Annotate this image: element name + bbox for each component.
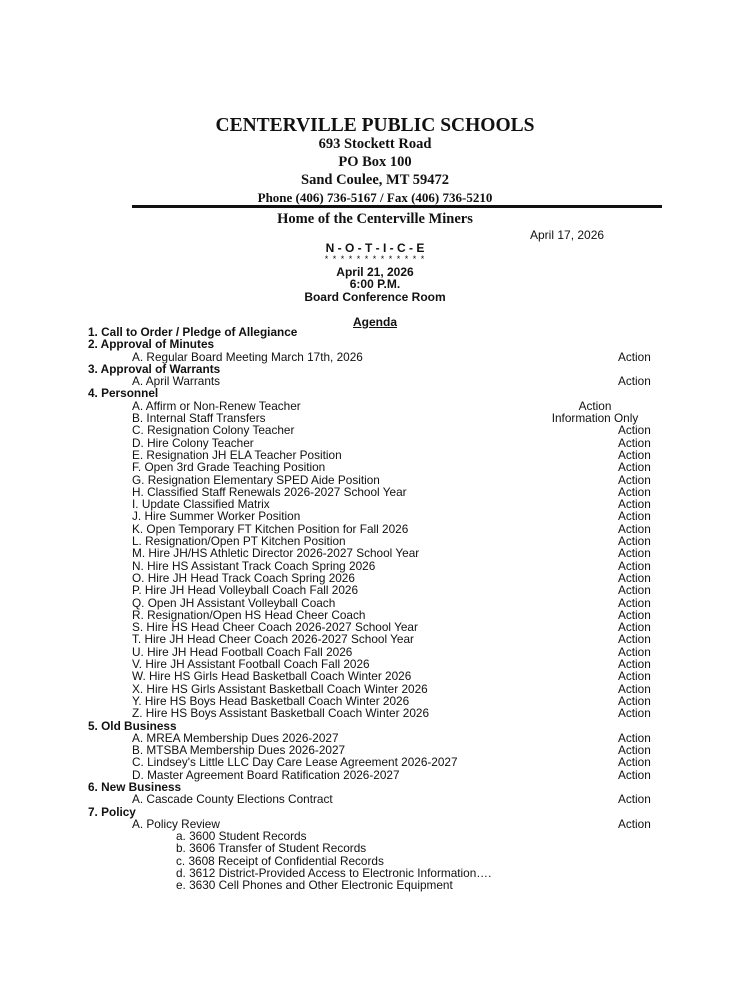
agenda-item-action: Action xyxy=(618,570,651,585)
agenda-item-action: Action xyxy=(618,447,651,462)
agenda-item-text: A. Cascade County Elections Contract xyxy=(132,792,333,807)
agenda-item-action: Action xyxy=(618,620,651,635)
agenda-item-text: 2. Approval of Minutes xyxy=(88,337,215,352)
agenda-item xyxy=(0,670,750,682)
agenda-item-text: V. Hire JH Assistant Football Coach Fall 2026 xyxy=(132,657,370,672)
meeting-time: 6:00 P.M. xyxy=(349,277,401,291)
agenda-item xyxy=(0,830,750,842)
address-street: 693 Stockett Road xyxy=(318,136,432,152)
agenda-item xyxy=(0,818,750,830)
school-name: CENTERVILLE PUBLIC SCHOOLS xyxy=(215,115,535,136)
agenda-item-text: 5. Old Business xyxy=(88,718,177,733)
agenda-item-action: Action xyxy=(578,398,612,413)
agenda-section xyxy=(0,387,750,399)
agenda-item-action: Action xyxy=(618,657,651,672)
agenda-item-action: Action xyxy=(618,730,651,745)
agenda-item xyxy=(0,474,750,486)
agenda-item-text: R. Resignation/Open HS Head Cheer Coach xyxy=(132,607,366,622)
agenda-item-action: Action xyxy=(618,816,651,831)
agenda-item-text: C. Lindsey's Little LLC Day Care Lease Agreement 2026-2027 xyxy=(132,755,458,770)
agenda-item-text: N. Hire HS Assistant Track Coach Spring 2026 xyxy=(132,558,376,573)
agenda-item-text: G. Resignation Elementary SPED Aide Position xyxy=(132,472,380,487)
agenda-item-action: Action xyxy=(618,349,651,364)
agenda-item-text: a. 3600 Student Records xyxy=(176,829,307,844)
agenda-item-text: B. MTSBA Membership Dues 2026-2027 xyxy=(132,743,346,758)
agenda-list xyxy=(0,326,750,892)
agenda-item xyxy=(0,424,750,436)
agenda-item-text: X. Hire HS Girls Assistant Basketball Coach Winter 2026 xyxy=(132,681,428,696)
agenda-item-text: A. Regular Board Meeting March 17th, 2026 xyxy=(132,349,363,364)
agenda-heading: Agenda xyxy=(352,315,397,329)
agenda-item-text: Q. Open JH Assistant Volleyball Coach xyxy=(132,595,336,610)
agenda-item-text: E. Resignation JH ELA Teacher Position xyxy=(132,447,342,462)
phone-fax: Phone (406) 736-5167 / Fax (406) 736-5210 xyxy=(257,190,493,205)
agenda-item-action: Action xyxy=(618,521,651,536)
notice-stars: * * * * * * * * * * * * * xyxy=(324,254,426,264)
agenda-item-text: d. 3612 District-Provided Access to Electronic Information…. xyxy=(176,866,492,881)
agenda-item-action: Action xyxy=(618,435,651,450)
agenda-item-action: Action xyxy=(618,472,651,487)
agenda-item-action: Action xyxy=(618,743,651,758)
agenda-item xyxy=(0,597,750,609)
agenda-item-text: C. Resignation Colony Teacher xyxy=(132,423,295,438)
agenda-item-action: Action xyxy=(618,755,651,770)
agenda-item-text: I. Update Classified Matrix xyxy=(132,497,270,512)
agenda-item-action: Action xyxy=(618,681,651,696)
agenda-item-text: D. Master Agreement Board Ratification 2026-2027 xyxy=(132,767,400,782)
agenda-item-text: K. Open Temporary FT Kitchen Position for Fall 2026 xyxy=(132,521,409,536)
agenda-item-text: Z. Hire HS Boys Assistant Basketball Coach Winter 2026 xyxy=(132,706,430,721)
agenda-item-action: Action xyxy=(618,583,651,598)
notice-title: N - O - T - I - C - E xyxy=(325,241,425,255)
agenda-item-text: U. Hire JH Head Football Coach Fall 2026 xyxy=(132,644,353,659)
meeting-location: Board Conference Room xyxy=(304,290,446,304)
agenda-item-action: Information Only xyxy=(551,411,639,426)
agenda-item-action: Action xyxy=(618,706,651,721)
agenda-item-action: Action xyxy=(618,693,651,708)
agenda-section xyxy=(0,338,750,350)
agenda-item xyxy=(0,510,750,522)
agenda-item-text: 7. Policy xyxy=(88,804,136,819)
agenda-item-text: T. Hire JH Head Cheer Coach 2026-2027 School Year xyxy=(132,632,414,647)
agenda-item-text: F. Open 3rd Grade Teaching Position xyxy=(132,460,326,475)
agenda-item-action: Action xyxy=(618,632,651,647)
agenda-item xyxy=(0,842,750,854)
agenda-item xyxy=(0,633,750,645)
agenda-item xyxy=(0,879,750,891)
agenda-item-text: 4. Personnel xyxy=(88,386,159,401)
agenda-item-action: Action xyxy=(618,595,651,610)
agenda-item xyxy=(0,461,750,473)
agenda-item-text: A. April Warrants xyxy=(132,374,221,389)
agenda-item-action: Action xyxy=(618,669,651,684)
header-divider xyxy=(132,205,662,208)
agenda-item-text: 6. New Business xyxy=(88,779,182,794)
agenda-item-action: Action xyxy=(618,607,651,622)
agenda-item-text: S. Hire HS Head Cheer Coach 2026-2027 School Year xyxy=(132,620,418,635)
agenda-item-action: Action xyxy=(618,484,651,499)
address-city: Sand Coulee, MT 59472 xyxy=(301,172,449,188)
agenda-item xyxy=(0,707,750,719)
agenda-item-action: Action xyxy=(618,423,651,438)
agenda-item-action: Action xyxy=(618,497,651,512)
agenda-item-text: W. Hire HS Girls Head Basketball Coach Winter 2026 xyxy=(132,669,412,684)
motto: Home of the Centerville Miners xyxy=(277,211,473,227)
address-po-box: PO Box 100 xyxy=(338,154,412,170)
agenda-item-text: A. Affirm or Non-Renew Teacher xyxy=(132,398,301,413)
agenda-item-text: P. Hire JH Head Volleyball Coach Fall 2026 xyxy=(132,583,359,598)
agenda-item-action: Action xyxy=(618,792,651,807)
agenda-item-text: A. Policy Review xyxy=(132,816,220,831)
agenda-item-action: Action xyxy=(618,509,651,524)
agenda-item-text: c. 3608 Receipt of Confidential Records xyxy=(176,853,384,868)
agenda-item-text: A. MREA Membership Dues 2026-2027 xyxy=(132,730,339,745)
agenda-item-text: e. 3630 Cell Phones and Other Electronic Equipment xyxy=(176,878,453,893)
agenda-item-action: Action xyxy=(618,644,651,659)
agenda-section xyxy=(0,720,750,732)
agenda-item xyxy=(0,584,750,596)
agenda-item xyxy=(0,793,750,805)
agenda-item-action: Action xyxy=(618,767,651,782)
agenda-item-text: B. Internal Staff Transfers xyxy=(132,411,266,426)
agenda-item-text: D. Hire Colony Teacher xyxy=(132,435,254,450)
issued-date: April 17, 2026 xyxy=(530,228,605,242)
agenda-item-action: Action xyxy=(618,546,651,561)
agenda-item-text: M. Hire JH/HS Athletic Director 2026-2027 School Year xyxy=(132,546,420,561)
agenda-item-action: Action xyxy=(618,374,651,389)
agenda-item-action: Action xyxy=(618,460,651,475)
agenda-item-text: L. Resignation/Open PT Kitchen Position xyxy=(132,534,346,549)
agenda-item xyxy=(0,756,750,768)
agenda-item-text: H. Classified Staff Renewals 2026-2027 School Year xyxy=(132,484,407,499)
agenda-item-action: Action xyxy=(618,558,651,573)
meeting-date: April 21, 2026 xyxy=(336,265,414,279)
agenda-item-action: Action xyxy=(618,534,651,549)
agenda-item-text: O. Hire JH Head Track Coach Spring 2026 xyxy=(132,570,355,585)
agenda-item-text: 3. Approval of Warrants xyxy=(88,361,221,376)
agenda-item-text: 1. Call to Order / Pledge of Allegiance xyxy=(88,325,298,339)
agenda-item xyxy=(0,547,750,559)
agenda-item-text: Y. Hire HS Boys Head Basketball Coach Winter 2026 xyxy=(132,693,410,708)
agenda-item-text: b. 3606 Transfer of Student Records xyxy=(176,841,367,856)
agenda-item-text: J. Hire Summer Worker Position xyxy=(132,509,301,524)
